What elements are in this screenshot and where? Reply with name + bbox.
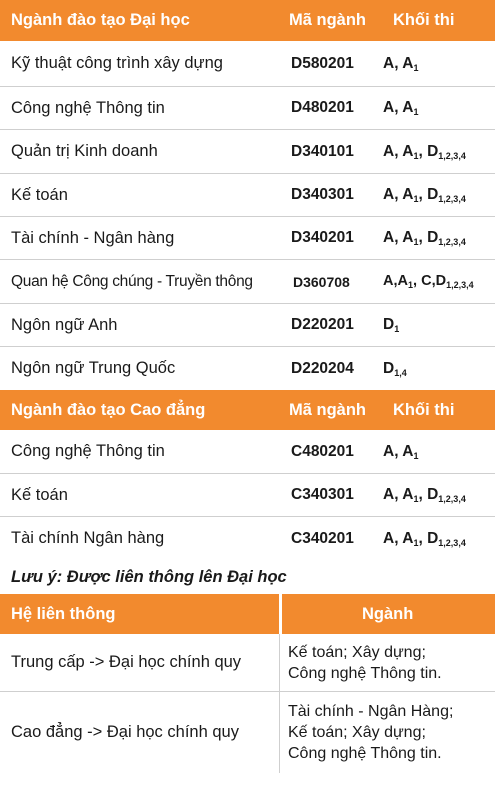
program-code: D360708 <box>293 273 350 290</box>
program-code: D340101 <box>291 142 354 160</box>
program-name: Tài chính - Ngân hàng <box>11 228 175 247</box>
transfer-majors: Kế toán; Xây dựng; Công nghệ Thông tin. <box>288 643 442 682</box>
program-code: D480201 <box>291 99 354 116</box>
exam-blocks: A, $A_1$ <box>383 442 419 461</box>
exam-blocks: A, $A_1$, $D_{1,2,3,4}$ <box>383 142 466 161</box>
program-code: D580201 <box>291 54 354 72</box>
program-code: D340301 <box>291 186 354 203</box>
program-code: D220201 <box>291 316 354 333</box>
program-name: Ngôn ngữ Trung Quốc <box>11 359 176 377</box>
university-header-program: Ngành đào tạo Đại học <box>11 11 190 29</box>
exam-blocks: A, $A_1$, $D_{1,2,3,4}$ <box>383 186 466 204</box>
program-name: Kế toán <box>11 185 68 204</box>
exam-blocks: $D_1$ <box>383 316 400 334</box>
university-header-blocks: Khối thi <box>393 11 455 29</box>
university-header-code: Mã ngành <box>289 11 366 29</box>
program-code: C340301 <box>291 486 354 503</box>
table-row <box>0 129 495 173</box>
table-row <box>0 173 495 216</box>
exam-blocks: $A,A_1$, $C,D_{1,2,3,4}$ <box>383 273 474 290</box>
list-item <box>0 691 495 773</box>
program-name: Kế toán <box>11 485 68 504</box>
transfer-note: Lưu ý: Được liên thông lên Đại học <box>11 568 287 586</box>
transfer-header-majors: Ngành <box>362 604 414 623</box>
university-header-row <box>0 0 495 41</box>
program-name: Quan hệ Công chúng - Truyền thông <box>11 272 253 290</box>
program-name: Quản trị Kinh doanh <box>11 142 158 160</box>
transfer-majors: Tài chính - Ngân Hàng; Kế toán; Xây dựng; Công nghệ Thông tin. <box>288 703 454 762</box>
table-row <box>0 41 495 86</box>
program-code: D220204 <box>291 359 354 377</box>
program-name: Ngôn ngữ Anh <box>11 315 118 334</box>
table-row <box>0 516 495 560</box>
table-row <box>0 430 495 473</box>
table-row <box>0 303 495 346</box>
program-name: Công nghệ Thông tin <box>11 98 165 117</box>
college-header-program: Ngành đào tạo Cao đẳng <box>11 400 206 419</box>
college-header-blocks: Khối thi <box>393 400 455 419</box>
college-header-row <box>0 390 495 430</box>
table-row <box>0 259 495 303</box>
program-code: C340201 <box>291 529 354 547</box>
program-code: D340201 <box>291 229 354 246</box>
exam-blocks: A, $A_1$, $D_{1,2,3,4}$ <box>383 229 466 247</box>
exam-blocks: A, $A_1$, $D_{1,2,3,4}$ <box>383 486 466 504</box>
transfer-header-row <box>0 594 495 634</box>
table-row <box>0 86 495 129</box>
transfer-type: Trung cấp -> Đại học chính quy <box>11 653 242 671</box>
college-header-code: Mã ngành <box>289 400 366 419</box>
table-row <box>0 473 495 516</box>
transfer-header-type: Hệ liên thông <box>11 604 116 623</box>
program-code: C480201 <box>291 442 354 460</box>
exam-blocks: $D_{1,4}$ <box>383 359 407 378</box>
list-item <box>0 634 495 691</box>
exam-blocks: A, $A_1$ <box>383 54 419 73</box>
table-row <box>0 216 495 259</box>
exam-blocks: A, $A_1$, $D_{1,2,3,4}$ <box>383 529 466 548</box>
table-row <box>0 346 495 390</box>
exam-blocks: A, $A_1$ <box>383 99 419 117</box>
program-name: Tài chính Ngân hàng <box>11 529 165 547</box>
transfer-type: Cao đẳng -> Đại học chính quy <box>11 723 239 741</box>
program-name: Công nghệ Thông tin <box>11 442 165 460</box>
program-name: Kỹ thuật công trình xây dựng <box>11 54 223 72</box>
